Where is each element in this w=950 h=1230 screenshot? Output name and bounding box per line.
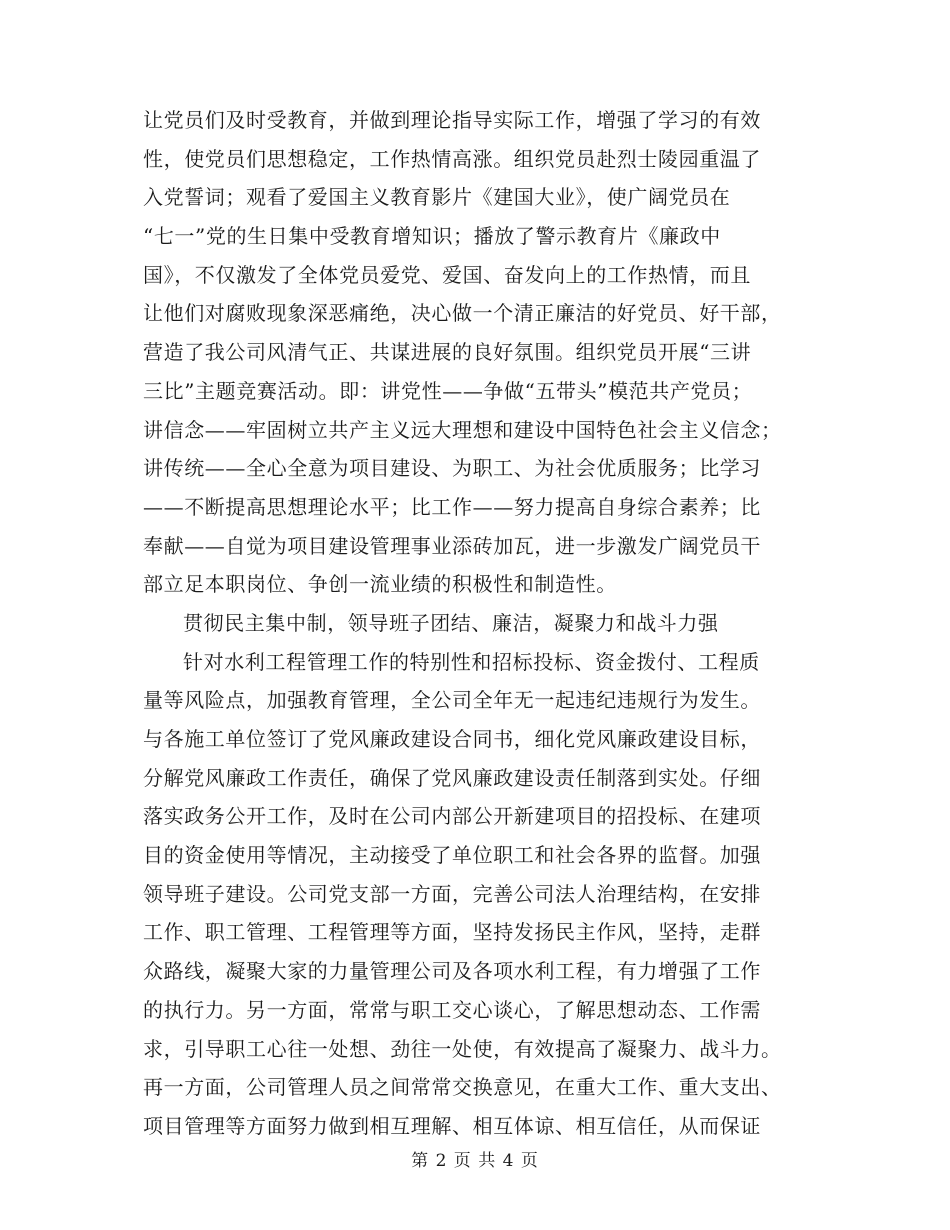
page-footer: 第 2 页 共 4 页 [411,1151,539,1171]
text-line: 的执行力。另一方面，常常与职工交心谈心，了解思想动态、工作需 [143,997,761,1022]
text-line: 求，引导职工心往一处想、劲往一处使，有效提高了凝聚力、战斗力。 [143,1036,782,1061]
body-text [143,101,808,1146]
text-line: 与各施工单位签订了党风廉政建设合同书，细化党风廉政建设目标， [143,727,761,751]
text-line: 项目管理等方面努力做到相互理解、相互体谅、相互信任，从而保证 [143,1113,761,1138]
text-line: 讲信念——牢固树立共产主义远大理想和建设中国特色社会主义信念； [143,417,782,442]
text-line: “七一”党的生日集中受教育增知识；播放了警示教育片《廉政中 [143,224,721,249]
text-line: ——不断提高思想理论水平；比工作——努力提高自身综合素养；比 [143,494,761,519]
text-line: 营造了我公司风清气正、共谋进展的良好氛围。组织党员开展“三讲 [143,340,752,365]
paragraph-first-line: 针对水利工程管理工作的特别性和招标投标、资金拨付、工程质 [183,649,760,674]
text-line: 工作、职工管理、工程管理等方面，坚持发扬民主作风，坚持，走群 [143,920,761,945]
text-line: 奉献——自觉为项目建设管理事业添砖加瓦，进一步激发广阔党员干 [143,533,761,558]
text-line: 量等风险点，加强教育管理，全公司全年无一起违纪违规行为发生。 [143,688,761,713]
paragraph-first-line: 贯彻民主集中制，领导班子团结、廉洁，凝聚力和战斗力强 [183,610,719,635]
text-line: 性，使党员们思想稳定，工作热情高涨。组织党员赴烈士陵园重温了 [143,146,761,171]
text-line: 领导班子建设。公司党支部一方面，完善公司法人治理结构，在安排 [143,881,761,906]
text-line: 众路线，凝聚大家的力量管理公司及各项水利工程，有力增强了工作 [143,959,761,984]
text-line: 讲传统——全心全意为项目建设、为职工、为社会优质服务；比学习 [143,456,761,481]
text-line: 让他们对腐败现象深恶痛绝，决心做一个清正廉洁的好党员、好干部， [143,301,782,326]
text-line: 三比”主题竞赛活动。即：讲党性——争做“五带头”模范共产党员； [143,378,753,403]
text-line: 部立足本职岗位、争创一流业绩的积极性和制造性。 [143,572,617,597]
text-line: 落实政务公开工作，及时在公司内部公开新建项目的招投标、在建项 [143,804,761,829]
text-line: 入党誓词；观看了爱国主义教育影片《建国大业》，使广阔党员在 [143,185,731,210]
text-line: 国》，不仅激发了全体党员爱党、爱国、奋发向上的工作热情，而且 [143,262,751,287]
text-line: 目的资金使用等情况，主动接受了单位职工和社会各界的监督。加强 [143,843,761,868]
text-line: 让党员们及时受教育，并做到理论指导实际工作，增强了学习的有效 [143,108,761,132]
text-line: 分解党风廉政工作责任，确保了党风廉政建设责任制落到实处。仔细 [143,765,761,790]
text-line: 再一方面，公司管理人员之间常常交换意见，在重大工作、重大支出、 [143,1075,782,1100]
